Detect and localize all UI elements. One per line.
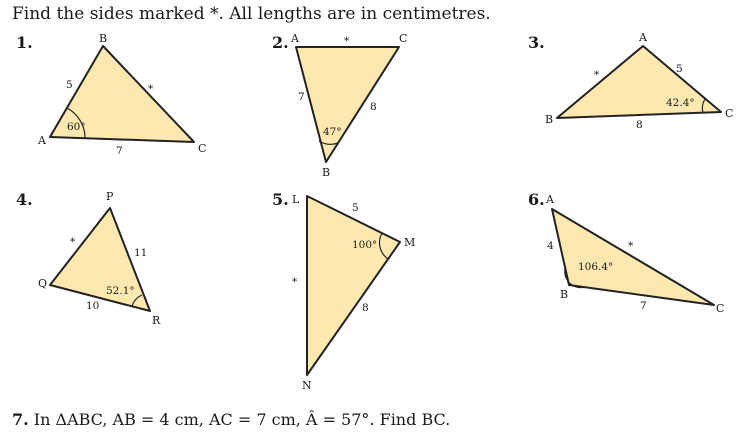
question-7 xyxy=(12,410,450,429)
triangle-1-vertex-b: B xyxy=(99,32,108,45)
question-7-number: 7. xyxy=(12,410,29,429)
triangle-3-side-ac: 5 xyxy=(676,63,683,75)
triangle-2-vertex-a: A xyxy=(291,32,299,45)
triangle-5-vertex-n: N xyxy=(302,379,312,392)
triangle-3-shape xyxy=(557,46,721,118)
triangle-4-vertex-r: R xyxy=(152,314,161,327)
triangle-2-side-ac: * xyxy=(344,35,350,47)
triangle-4-side-qr: 10 xyxy=(86,300,100,312)
triangle-3-vertex-b: B xyxy=(545,113,554,126)
triangle-6-side-ac: * xyxy=(628,240,634,252)
triangle-1 xyxy=(37,32,206,157)
triangle-2-vertex-c: C xyxy=(399,32,408,45)
triangle-1-vertex-c: C xyxy=(198,142,207,155)
triangle-6-angle-label: 106.4° xyxy=(578,261,614,273)
triangle-1-angle-label: 60° xyxy=(67,121,86,133)
triangle-5-side-mn: 8 xyxy=(362,302,369,314)
triangle-3-angle-label: 42.4° xyxy=(666,97,695,109)
triangle-3-side-bc: 8 xyxy=(636,119,643,131)
triangle-6-shape xyxy=(552,209,714,305)
instruction-text: Find the sides marked *. All lengths are in centimetres. xyxy=(12,4,491,24)
triangle-6-vertex-a: A xyxy=(546,193,554,206)
triangle-6-vertex-b: B xyxy=(560,288,569,301)
triangle-4 xyxy=(38,190,161,327)
triangle-6-vertex-c: C xyxy=(716,302,725,315)
triangle-1-vertex-a: A xyxy=(38,134,46,147)
triangle-6-side-ab: 4 xyxy=(547,240,554,252)
triangle-5-side-lm: 5 xyxy=(352,202,359,214)
triangle-2-vertex-b: B xyxy=(322,166,331,179)
triangle-5-shape xyxy=(307,196,400,375)
triangle-2 xyxy=(290,32,407,179)
problem-3-number: 3. xyxy=(528,33,545,52)
triangle-3-side-ba: * xyxy=(594,69,600,81)
triangle-3 xyxy=(545,31,733,131)
triangle-4-shape xyxy=(50,208,150,311)
triangle-1-side-bc: * xyxy=(148,83,154,95)
triangle-6 xyxy=(545,193,724,315)
triangle-5-side-ln: * xyxy=(292,276,298,288)
triangle-4-side-qp: * xyxy=(70,236,76,248)
problem-1-number: 1. xyxy=(16,33,33,52)
triangle-4-vertex-q: Q xyxy=(38,277,48,290)
triangle-4-vertex-p: P xyxy=(106,190,114,203)
triangle-2-side-cb: 8 xyxy=(370,101,377,113)
triangle-2-angle-label: 47° xyxy=(323,126,342,138)
triangle-1-side-ab: 5 xyxy=(66,79,73,91)
triangle-6-side-bc: 7 xyxy=(640,300,647,312)
triangle-1-side-ac: 7 xyxy=(116,145,123,157)
problem-4-number: 4. xyxy=(16,190,33,209)
triangle-4-angle-label: 52.1° xyxy=(106,285,135,297)
triangle-4-side-pr: 11 xyxy=(134,247,148,259)
triangle-2-shape xyxy=(296,47,399,162)
triangle-3-vertex-c: C xyxy=(725,107,734,120)
triangle-5-vertex-m: M xyxy=(404,236,416,249)
triangle-5-vertex-l: L xyxy=(292,193,300,206)
triangle-5 xyxy=(292,193,415,392)
problem-6-number: 6. xyxy=(528,190,545,209)
triangle-2-side-ab: 7 xyxy=(298,91,305,103)
triangle-3-vertex-a: A xyxy=(639,31,647,44)
problem-2-number: 2. xyxy=(272,33,289,52)
triangle-5-angle-label: 100° xyxy=(352,239,378,251)
question-7-text: In ΔABC, AB = 4 cm, AC = 7 cm, Â = 57°. Find BC. xyxy=(33,410,451,429)
problem-5-number: 5. xyxy=(272,190,289,209)
